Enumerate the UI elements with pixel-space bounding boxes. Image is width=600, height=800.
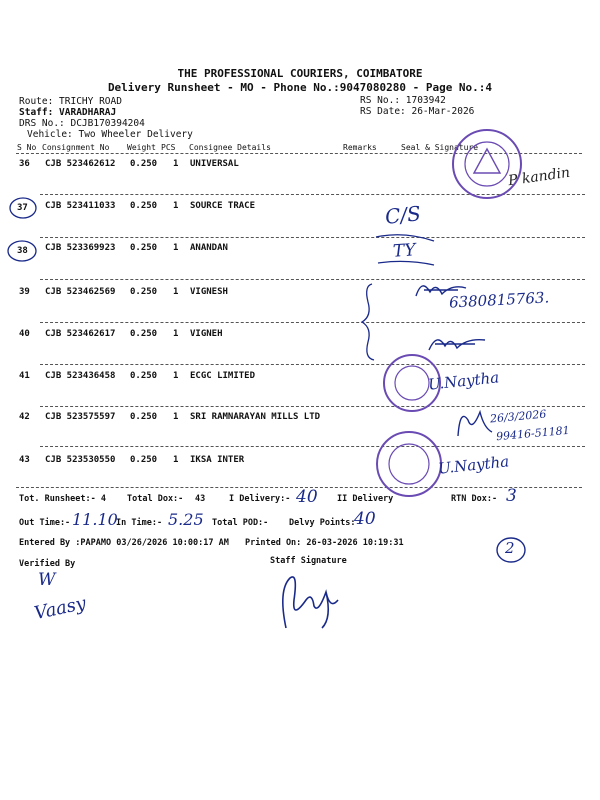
row-consignment: CJB 523462612 xyxy=(45,159,116,169)
row-consignee: SRI RAMNARAYAN MILLS LTD xyxy=(190,412,321,422)
ty-underline-mark xyxy=(376,257,436,269)
vehicle: Vehicle: Two Wheeler Delivery xyxy=(27,129,193,140)
staff-signature-mark xyxy=(276,570,348,632)
row-pcs: 1 xyxy=(173,201,179,211)
staff-signature-label: Staff Signature xyxy=(270,556,347,566)
phone-39: 6380815763. xyxy=(448,288,550,312)
row-sno: 38 xyxy=(17,246,28,256)
row-consignment: CJB 523462617 xyxy=(45,329,116,339)
row-pcs: 1 xyxy=(173,371,179,381)
note-42-phone: 99416-51181 xyxy=(495,423,571,444)
brace-mark xyxy=(360,282,384,362)
row-divider xyxy=(40,237,585,238)
row-weight: 0.250 xyxy=(130,287,158,297)
row-consignee: VIGNESH xyxy=(190,287,228,297)
verified-by-label: Verified By xyxy=(19,559,76,569)
col-consignment: Consignment No xyxy=(42,143,110,152)
row-divider xyxy=(40,364,585,365)
circle-38-mark xyxy=(6,239,38,263)
row-weight: 0.250 xyxy=(130,371,158,381)
out-time-label: Out Time:- xyxy=(19,518,71,528)
col-consignee: Consignee Details xyxy=(189,143,271,152)
row-sno: 39 xyxy=(19,287,30,297)
signature-43: U.Naytha xyxy=(437,452,510,478)
row-consignment: CJB 523462569 xyxy=(45,287,116,297)
in-time-label: In Time:- xyxy=(116,518,163,528)
route: Route: TRICHY ROAD xyxy=(19,96,122,107)
verified-initial: W xyxy=(38,570,56,590)
tot-runsheet: Tot. Runsheet:- 4 xyxy=(19,494,106,504)
ii-delivery-label: II Delivery xyxy=(337,494,394,504)
col-pcs: PCS xyxy=(161,143,176,152)
i-delivery-value: 40 xyxy=(296,487,318,507)
printed-on: Printed On: 26-03-2026 10:19:31 xyxy=(245,538,404,548)
signature-41: U.Naytha xyxy=(427,368,500,394)
row-weight: 0.250 xyxy=(130,455,158,465)
ty-mark: TY xyxy=(392,240,417,262)
row-divider xyxy=(40,322,585,323)
row-weight: 0.250 xyxy=(130,201,158,211)
row-consignment: CJB 523436458 xyxy=(45,371,116,381)
entered-by: Entered By :PAPAMO 03/26/2026 10:00:17 AM xyxy=(19,538,229,548)
rtn-dox-label: RTN Dox:- xyxy=(451,494,498,504)
runsheet-subtitle: Delivery Runsheet - MO - Phone No.:9047080280 - Page No.:4 xyxy=(107,81,493,94)
row-consignee: IKSA INTER xyxy=(190,455,245,465)
row-pcs: 1 xyxy=(173,412,179,422)
delvy-points-value: 40 xyxy=(354,509,376,529)
col-seal: Seal & Signature xyxy=(401,143,479,152)
circle-37-mark xyxy=(8,196,38,220)
company-title: THE PROFESSIONAL COURIERS, COIMBATORE xyxy=(177,67,423,80)
out-time-value: 11.10 xyxy=(72,510,118,529)
rtn-dox-value: 3 xyxy=(506,486,517,506)
rs-date: RS Date: 26-Mar-2026 xyxy=(360,106,475,117)
row-pcs: 1 xyxy=(173,243,179,253)
staff: Staff: VARADHARAJ xyxy=(19,107,117,118)
row-sno: 42 xyxy=(19,412,30,422)
i-delivery-label: I Delivery:- xyxy=(229,494,291,504)
row-divider xyxy=(40,446,585,447)
cs-mark: C/S xyxy=(383,201,422,229)
row-sno: 37 xyxy=(17,203,28,213)
row-divider xyxy=(40,406,585,407)
row-pcs: 1 xyxy=(173,159,179,169)
row-sno: 40 xyxy=(19,329,30,339)
note-42-date: 26/3/2026 xyxy=(489,407,547,426)
row-consignee: VIGNEH xyxy=(190,329,223,339)
row-consignment: CJB 523369923 xyxy=(45,243,116,253)
row-consignment: CJB 523411033 xyxy=(45,201,116,211)
row-weight: 0.250 xyxy=(130,159,158,169)
row-consignee: SOURCE TRACE xyxy=(190,201,256,211)
col-weight: Weight xyxy=(127,143,156,152)
col-remarks: Remarks xyxy=(343,143,377,152)
row-pcs: 1 xyxy=(173,329,179,339)
seal-stamp-36 xyxy=(448,127,526,201)
verified-name: Vaasy xyxy=(32,592,88,625)
seal-stamp-43 xyxy=(372,428,446,500)
delvy-points-label: Delvy Points: xyxy=(289,518,356,528)
in-time-value: 5.25 xyxy=(168,510,204,529)
drs-number: DRS No.: DCJB170394204 xyxy=(19,118,145,129)
col-sno: S No xyxy=(17,143,37,152)
signature-36: P kandin xyxy=(507,164,571,190)
row-sno: 41 xyxy=(19,371,30,381)
row-consignee: ECGC LIMITED xyxy=(190,371,256,381)
row-weight: 0.250 xyxy=(130,329,158,339)
row-consignee: UNIVERSAL xyxy=(190,159,239,169)
row-sno: 36 xyxy=(19,159,30,169)
row-consignment: CJB 523575597 xyxy=(45,412,116,422)
row-consignment: CJB 523530550 xyxy=(45,455,116,465)
row-consignee: ANANDAN xyxy=(190,243,228,253)
row-pcs: 1 xyxy=(173,455,179,465)
row-divider xyxy=(40,279,585,280)
page-mark: 2 xyxy=(505,539,515,557)
total-dox-value: 43 xyxy=(195,494,206,504)
total-dox-label: Total Dox:- xyxy=(127,494,184,504)
row-sno: 43 xyxy=(19,455,30,465)
row-weight: 0.250 xyxy=(130,412,158,422)
rs-number: RS No.: 1703942 xyxy=(360,95,446,106)
row-weight: 0.250 xyxy=(130,243,158,253)
row-pcs: 1 xyxy=(173,287,179,297)
total-pod-label: Total POD:- xyxy=(212,518,269,528)
